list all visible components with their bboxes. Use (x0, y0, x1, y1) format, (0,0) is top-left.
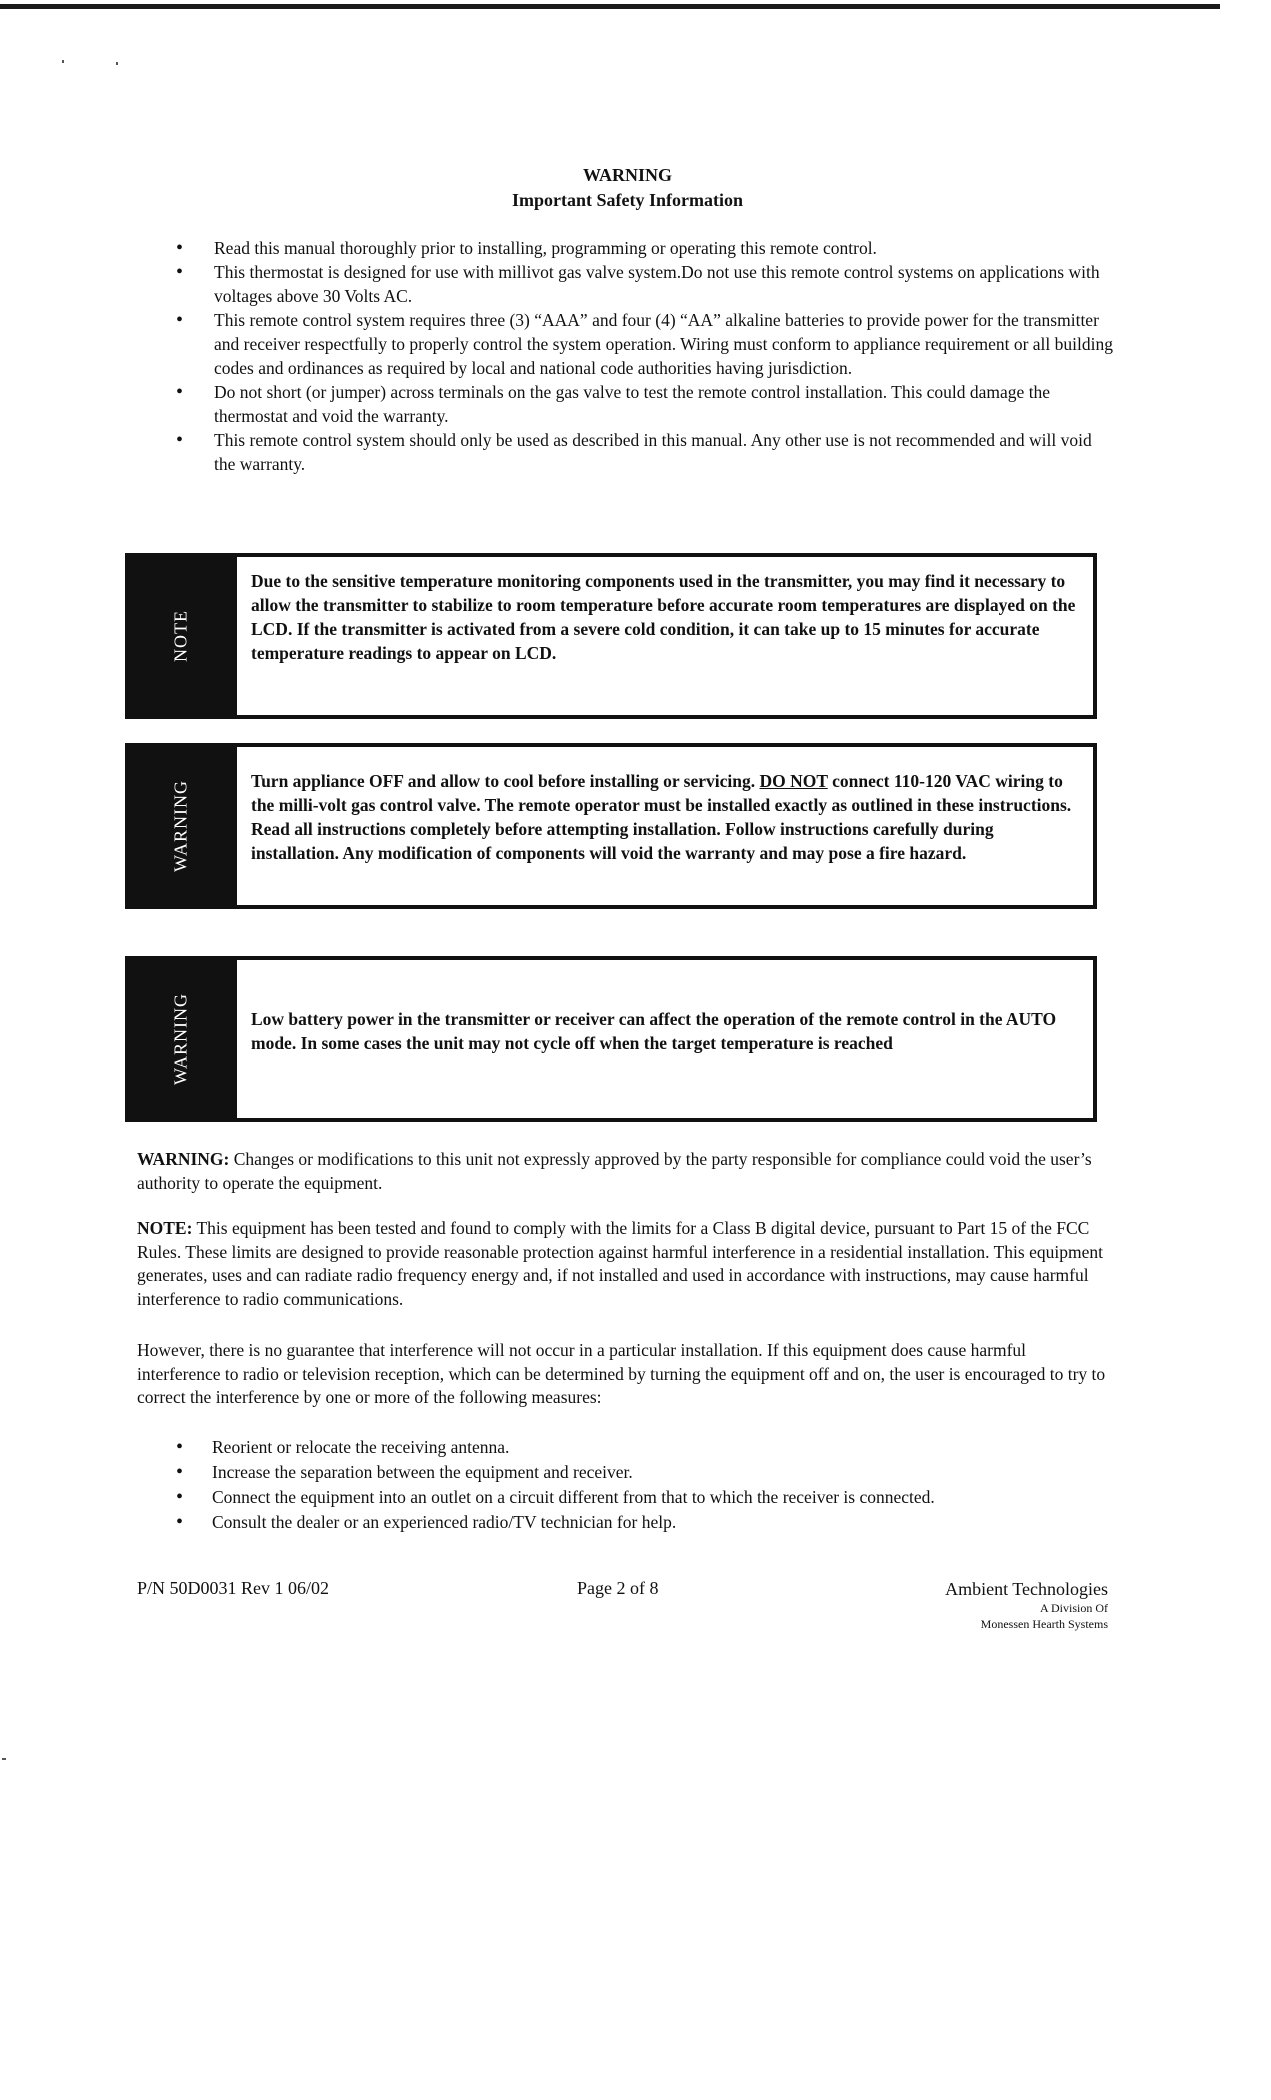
callout-text (251, 769, 1083, 865)
list-item: • Reorient or relocate the receiving antenna. (212, 1435, 1112, 1460)
list-item: • This remote control system requires three (3) “AAA” and four (4) “AA” alkaline batteries to provide power for the transmitter and receiver respectfully to properly control the system operation. Wiring must conform to appliance requirement or all building codes and ordinances as required by local and national code authorities having jurisdiction. (214, 308, 1114, 380)
safety-bullet-list (214, 236, 1114, 476)
top-scan-rule (0, 4, 1220, 9)
callout-label-bar (125, 743, 237, 909)
fcc-warning-label: WARNING: (137, 1149, 230, 1169)
company-name: Ambient Technologies (945, 1579, 1108, 1599)
callout-label-bar (125, 553, 237, 719)
fcc-note-text: This equipment has been tested and found to comply with the limits for a Class B digital device, pursuant to Part 15 of the FCC Rules. These limits are designed to provide reasonable protection against harmful interference in a residential installation. This equipment generates, uses and can radiate radio frequency energy and, if not installed and used in accordance with instructions, may cause harmful interference to radio communications. (137, 1218, 1103, 1309)
part-number: P/N 50D0031 Rev 1 06/02 (137, 1578, 330, 1598)
list-item: • Increase the separation between the equipment and receiver. (212, 1460, 1112, 1485)
callout-text-part: connect 110-120 VAC wiring to the milli-volt gas control valve. The remote operator must be installed exactly as outlined in these instructions. Read all instructions completely before attempting installation. Follow instructions carefully during installation. Any modification of components will void the warranty and may pose a fire hazard. (251, 771, 1072, 863)
warning-callout-battery (125, 956, 1097, 1122)
callout-label-bar (125, 956, 237, 1122)
list-item: • Consult the dealer or an experienced radio/TV technician for help. (212, 1510, 1112, 1535)
list-item: • This remote control system should only be used as described in this manual. Any other use is not recommended and will void the warranty. (214, 428, 1114, 476)
interference-measures-list (212, 1435, 1112, 1535)
list-item: • Read this manual thoroughly prior to installing, programming or operating this remote control. (214, 236, 1114, 260)
header-title: WARNING (582, 165, 672, 185)
fcc-however-paragraph: However, there is no guarantee that interference will not occur in a particular installation. If this equipment does cause harmful interference to radio or television reception, which can be determined by turning the equipment off and on, the user is encouraged to try to correct the interference by one or more of the following measures: (137, 1340, 1106, 1407)
company-block (945, 1578, 1108, 1632)
safety-header (0, 163, 1255, 213)
scan-speck (62, 60, 64, 63)
division-line: Monessen Hearth Systems (980, 1617, 1108, 1631)
callout-text-part: Turn appliance OFF and allow to cool before installing or servicing. (251, 771, 760, 791)
note-callout (125, 553, 1097, 719)
division-line: A Division Of (1039, 1601, 1108, 1615)
scan-speck (116, 62, 118, 65)
callout-text-underlined: DO NOT (759, 771, 828, 791)
list-item: • This thermostat is designed for use with millivot gas valve system.Do not use this remote control systems on applications with voltages above 30 Volts AC. (214, 260, 1114, 308)
warning-callout-installation (125, 743, 1097, 909)
fcc-warning-text: Changes or modifications to this unit not expressly approved by the party responsible for compliance could void the user’s authority to operate the equipment. (137, 1149, 1092, 1193)
callout-text: Low battery power in the transmitter or receiver can affect the operation of the remote control in the AUTO mode. In some cases the unit may not cycle off when the target temperature is reached (251, 1009, 1057, 1053)
callout-label: WARNING (170, 993, 191, 1085)
list-item: • Connect the equipment into an outlet on a circuit different from that to which the receiver is connected. (212, 1485, 1112, 1510)
callout-label: WARNING (170, 780, 191, 872)
header-subtitle: Important Safety Information (512, 190, 743, 210)
list-item: • Do not short (or jumper) across terminals on the gas valve to test the remote control installation. This could damage the thermostat and void the warranty. (214, 380, 1114, 428)
callout-label: NOTE (170, 610, 191, 662)
fcc-note-paragraph (137, 1217, 1112, 1311)
scan-speck (2, 1758, 6, 1760)
page-number: Page 2 of 8 (577, 1578, 659, 1598)
fcc-note-label: NOTE: (137, 1218, 193, 1238)
fcc-warning-paragraph (137, 1148, 1112, 1195)
callout-text: Due to the sensitive temperature monitoring components used in the transmitter, you may find it necessary to allow the transmitter to stabilize to room temperature before accurate room temperatures are displayed on the LCD. If the transmitter is activated from a severe cold condition, it can take up to 15 minutes for accurate temperature readings to appear on LCD. (251, 571, 1076, 663)
